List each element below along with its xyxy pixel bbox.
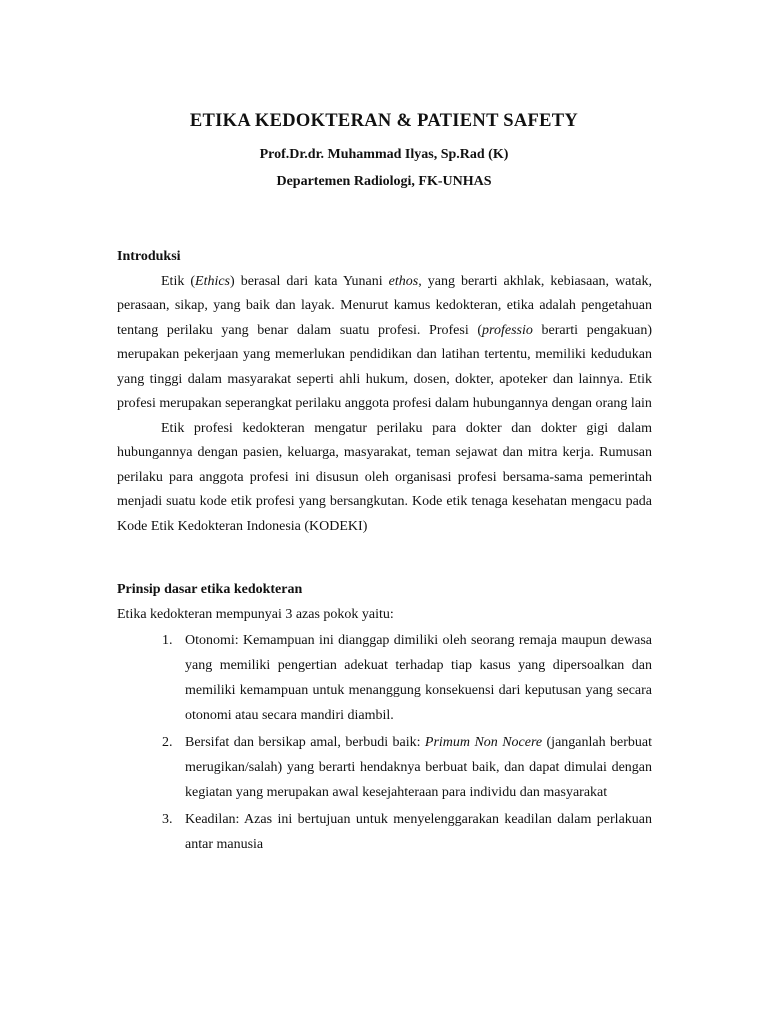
list-text: Bersifat dan bersikap amal, berbudi baik: Primum Non Nocere (janganlah berbuat merugikan/salah) yang berarti hendaknya berbuat baik, dan dapat dimulai dengan kegiatan yang merupakan awal kesejahteraan para individu dan masyarakat [185, 735, 652, 800]
intro-heading: Introduksi [117, 249, 181, 264]
list-number: 2. [162, 735, 173, 750]
principles-lead: Etika kedokteran mempunyai 3 azas pokok yaitu: [117, 606, 394, 622]
list-item [117, 730, 652, 805]
principles-section [117, 578, 652, 627]
document-title: ETIKA KEDOKTERAN & PATIENT SAFETY [189, 111, 579, 131]
intro-section [117, 245, 652, 539]
list-text: Keadilan: Azas ini bertujuan untuk menyelenggarakan keadilan dalam perlakuan antar manusia [185, 812, 652, 852]
list-item [117, 807, 652, 857]
intro-paragraph-2: Etik profesi kedokteran mengatur perilaku para dokter dan dokter gigi dalam hubungannya dengan pasien, keluarga, masyarakat, teman sejawat dan mitra kerja. Rumusan perilaku para anggota profesi ini disusun oleh organisasi profesi bersama-sama pemerintah menjadi suatu kode etik profesi yang bersangkutan. Kode etik tenaga kesehatan mengacu pada Kode Etik Kedokteran Indonesia (KODEKI) [117, 420, 652, 534]
list-number: 3. [162, 812, 173, 827]
list-text: Otonomi: Kemampuan ini dianggap dimiliki oleh seorang remaja maupun dewasa yang memiliki pengertian adekuat terhadap tiap kasus yang dipersoalkan dan memiliki kemampuan untuk menanggung konsekuensi dari keputusan yang secara otonomi atau secara mandiri diambil. [185, 633, 652, 723]
list-number: 1. [162, 633, 173, 648]
author-line: Prof.Dr.dr. Muhammad Ilyas, Sp.Rad (K) [259, 147, 509, 162]
principles-heading: Prinsip dasar etika kedokteran [117, 582, 303, 597]
intro-paragraph-1: Etik (Ethics) berasal dari kata Yunani ethos, yang berarti akhlak, kebiasaan, watak, perasaan, sikap, yang baik dan layak. Menurut kamus kedokteran, etika adalah pengetahuan tentang perilaku yang benar dalam suatu profesi. Profesi (professio berarti pengakuan) merupakan pekerjaan yang memerlukan pendidikan dan latihan tertentu, memiliki kedudukan yang tinggi dalam masyarakat seperti ahli hukum, dosen, dokter, apoteker dan lainnya. Etik profesi merupakan seperangkat perilaku anggota profesi dalam hubungannya dengan orang lain [117, 273, 653, 411]
principles-list [117, 628, 652, 859]
list-item [117, 628, 652, 728]
department-line: Departemen Radiologi, FK-UNHAS [276, 174, 492, 189]
